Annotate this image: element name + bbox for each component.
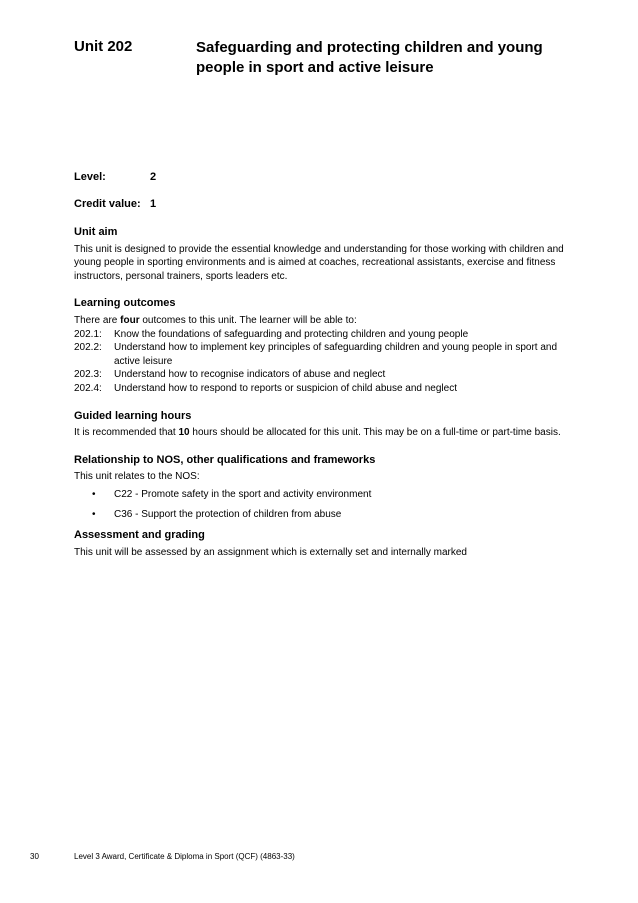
credit-row [74, 197, 566, 212]
nos-item [74, 508, 566, 522]
hours-value: 10 [178, 427, 190, 439]
outcome-item [74, 368, 566, 382]
nos-section [74, 454, 566, 521]
outcomes-intro-post: outcomes to this unit. The learner will be able to: [139, 314, 357, 326]
nos-item-text: C36 - Support the protection of children from abuse [114, 508, 342, 520]
outcome-text: Understand how to respond to reports or suspicion of child abuse and neglect [114, 382, 457, 394]
outcome-code: 202.4: [74, 382, 102, 394]
outcomes-section [74, 297, 566, 395]
aim-section [74, 226, 566, 283]
hours-post: hours should be allocated for this unit. This may be on a full-time or part-time basis. [189, 427, 561, 439]
hours-pre: It is recommended that [74, 427, 179, 439]
level-row [74, 170, 566, 185]
unit-code: Unit 202 [74, 38, 133, 55]
bullet-icon: • [92, 488, 96, 500]
assessment-section [74, 529, 566, 559]
unit-title: Safeguarding and protecting children and young people in sport and active leisure [196, 39, 543, 76]
footer-text: Level 3 Award, Certificate & Diploma in Sport (QCF) (4863-33) [74, 852, 295, 861]
bullet-icon: • [92, 508, 96, 520]
aim-text: This unit is designed to provide the essential knowledge and understanding for those working with children and young people in sporting environments and is aimed at coaches, recreational assistants, exercise and fitness instructors, personal trainers, sports leaders etc. [74, 243, 564, 282]
outcomes-intro [74, 314, 566, 328]
outcome-item [74, 382, 566, 396]
hours-heading: Guided learning hours [74, 409, 192, 422]
hours-text [74, 426, 566, 440]
nos-list [74, 488, 566, 521]
outcome-text: Know the foundations of safeguarding and protecting children and young people [114, 328, 469, 340]
nos-item-text: C22 - Promote safety in the sport and activity environment [114, 488, 372, 500]
assessment-heading: Assessment and grading [74, 529, 205, 542]
aim-heading: Unit aim [74, 226, 118, 238]
outcome-code: 202.2: [74, 342, 102, 354]
nos-item [74, 488, 566, 502]
assessment-text: This unit will be assessed by an assignment which is externally set and internally marked [74, 546, 467, 558]
outcome-code: 202.3: [74, 369, 102, 381]
hours-section [74, 410, 566, 440]
outcome-item [74, 341, 566, 368]
credit-label: Credit value: [74, 197, 141, 210]
outcome-code: 202.1: [74, 328, 102, 340]
outcome-item [74, 328, 566, 342]
credit-value: 1 [150, 197, 157, 210]
outcomes-heading: Learning outcomes [74, 297, 176, 310]
nos-intro: This unit relates to the NOS: [74, 471, 200, 483]
outcomes-intro-pre: There are [74, 314, 121, 326]
unit-body [74, 170, 566, 559]
outcome-text: Understand how to recognise indicators of abuse and neglect [114, 369, 386, 381]
nos-heading: Relationship to NOS, other qualifications and frameworks [74, 453, 376, 466]
outcome-text: Understand how to implement key principles of safeguarding children and young people in sport and active leisure [114, 342, 558, 367]
page-number: 30 [30, 852, 39, 861]
page-footer [30, 852, 295, 861]
level-value: 2 [150, 170, 157, 183]
level-label: Level: [74, 170, 106, 183]
outcomes-count: four [120, 314, 140, 326]
